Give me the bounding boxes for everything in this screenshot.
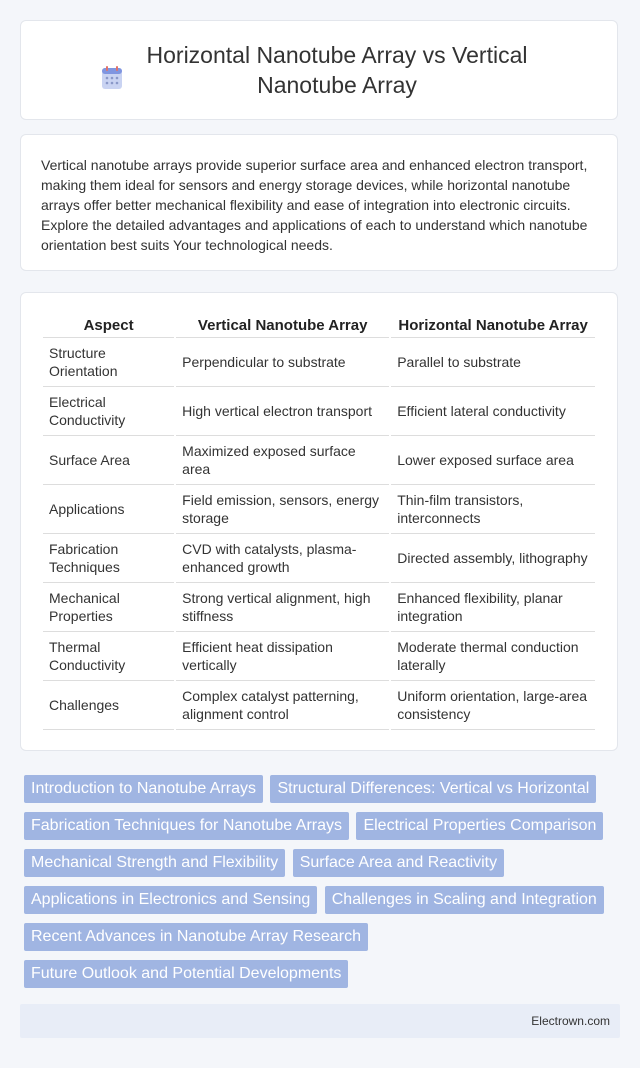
table-cell-horizontal: Efficient lateral conductivity [391, 387, 595, 436]
table-cell-horizontal: Enhanced flexibility, planar integration [391, 583, 595, 632]
table-cell-vertical: Perpendicular to substrate [176, 338, 389, 387]
topic-tag[interactable]: Introduction to Nanotube Arrays [24, 775, 263, 803]
footer-brand[interactable]: Electrown.com [531, 1014, 610, 1028]
table-header-row [43, 313, 595, 338]
comparison-card [20, 292, 618, 751]
topic-tag[interactable]: Fabrication Techniques for Nanotube Arrays [24, 812, 349, 840]
table-cell-aspect: Surface Area [43, 436, 174, 485]
document-icon [101, 66, 123, 90]
table-cell-horizontal: Moderate thermal conduction laterally [391, 632, 595, 681]
table-cell-aspect: Challenges [43, 681, 174, 730]
topic-tag[interactable]: Applications in Electronics and Sensing [24, 886, 317, 914]
table-row [43, 338, 595, 387]
footer [20, 1004, 620, 1038]
table-cell-horizontal: Uniform orientation, large-area consistency [391, 681, 595, 730]
column-header-aspect: Aspect [43, 313, 174, 338]
intro-card [20, 134, 618, 271]
table-cell-vertical: High vertical electron transport [176, 387, 389, 436]
table-cell-horizontal: Lower exposed surface area [391, 436, 595, 485]
table-cell-vertical: Complex catalyst patterning, alignment control [176, 681, 389, 730]
table-cell-vertical: CVD with catalysts, plasma-enhanced growth [176, 534, 389, 583]
topic-tag[interactable]: Structural Differences: Vertical vs Horizontal [270, 775, 596, 803]
column-header-vertical: Vertical Nanotube Array [176, 313, 389, 338]
table-row [43, 583, 595, 632]
table-cell-vertical: Strong vertical alignment, high stiffness [176, 583, 389, 632]
table-cell-vertical: Efficient heat dissipation vertically [176, 632, 389, 681]
table-cell-aspect: Structure Orientation [43, 338, 174, 387]
intro-text: Vertical nanotube arrays provide superior surface area and enhanced electron transport, making them ideal for sensors and energy storage devices, while horizontal nanotube arrays offer better mechanical flexibility and ease of integration into electronic circuits. Explore the detailed advantages and applications of each to understand which nanotube orientation best suits Your technological needs. [41, 157, 588, 253]
table-cell-aspect: Electrical Conductivity [43, 387, 174, 436]
comparison-table [41, 313, 597, 730]
table-cell-horizontal: Directed assembly, lithography [391, 534, 595, 583]
table-row [43, 436, 595, 485]
table-row [43, 485, 595, 534]
topic-tag[interactable]: Mechanical Strength and Flexibility [24, 849, 285, 877]
topic-tags [24, 775, 614, 997]
table-row [43, 387, 595, 436]
table-cell-horizontal: Parallel to substrate [391, 338, 595, 387]
page-title: Horizontal Nanotube Array vs Vertical Nanotube Array [146, 42, 528, 98]
title-card [20, 20, 618, 120]
table-row [43, 632, 595, 681]
topic-tag[interactable]: Challenges in Scaling and Integration [325, 886, 604, 914]
table-cell-aspect: Applications [43, 485, 174, 534]
topic-tag[interactable]: Surface Area and Reactivity [293, 849, 504, 877]
table-cell-aspect: Mechanical Properties [43, 583, 174, 632]
table-cell-aspect: Thermal Conductivity [43, 632, 174, 681]
column-header-horizontal: Horizontal Nanotube Array [391, 313, 595, 338]
table-cell-vertical: Field emission, sensors, energy storage [176, 485, 389, 534]
topic-tag[interactable]: Recent Advances in Nanotube Array Research [24, 923, 368, 951]
table-row [43, 534, 595, 583]
topic-tag[interactable]: Electrical Properties Comparison [356, 812, 603, 840]
table-cell-vertical: Maximized exposed surface area [176, 436, 389, 485]
table-row [43, 681, 595, 730]
table-cell-aspect: Fabrication Techniques [43, 534, 174, 583]
topic-tag[interactable]: Future Outlook and Potential Developments [24, 960, 348, 988]
table-cell-horizontal: Thin-film transistors, interconnects [391, 485, 595, 534]
